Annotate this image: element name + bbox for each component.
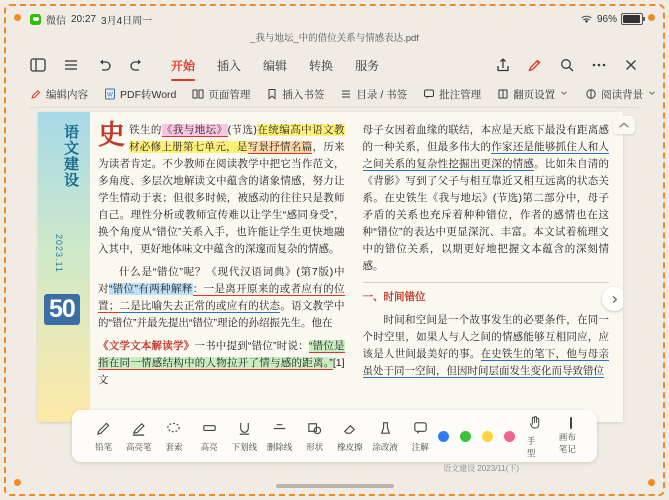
- tool-hand-label: 手型: [526, 435, 536, 458]
- pdf-to-word-label: PDF转Word: [120, 88, 177, 101]
- status-date: 3月4日周一: [101, 15, 153, 27]
- left-para-1: [98, 122, 345, 258]
- tool-highlighter-label: 高亮笔: [126, 441, 152, 452]
- eraser-icon: [341, 420, 358, 438]
- left-p3-tail: [1]文: [98, 357, 345, 386]
- tool-highlighter[interactable]: [121, 420, 156, 453]
- right-p1-hl: 作家还是能够抓住人和人之间关系的复杂性挖掘出更深的情感: [362, 141, 610, 170]
- annotation-manage-label: 批注管理: [439, 88, 482, 101]
- tool-eraser[interactable]: [332, 420, 367, 453]
- color-swatch-yellow[interactable]: [482, 431, 493, 442]
- left-p3-hl: “错位是指在同一情感结构中的人物拉开了情与感的距离。”: [98, 340, 345, 369]
- left-para-2: [98, 264, 345, 332]
- tool-eraser-label: 橡皮擦: [337, 441, 363, 452]
- reading-background-label: 阅读背景: [601, 88, 644, 101]
- status-time: 20:27: [71, 13, 97, 25]
- left-p3-a: 《文学文本解读学》: [98, 340, 195, 352]
- tool-correction-fluid-label: 涂改液: [372, 441, 398, 452]
- left-column: [98, 122, 345, 414]
- tool-canvas-note-label: 画布笔记: [558, 431, 576, 454]
- undo-icon[interactable]: [96, 57, 112, 73]
- page-turn-icon: [497, 88, 509, 100]
- right-column: [363, 122, 610, 414]
- right-p2-a: 时间和空间是一个故事发生的必要条件，在同一个时空里，如果人与人之间的情感能够互相同应，应该是人世间最美好的事。: [362, 314, 609, 360]
- selection-handle-bottom-right[interactable]: [648, 479, 655, 486]
- tool-lasso[interactable]: [156, 420, 191, 453]
- journal-date: 2023.11: [54, 234, 64, 273]
- insert-bookmark-button[interactable]: [266, 87, 324, 102]
- toolbar-divider: [30, 107, 639, 108]
- right-p1-b: 。比如朱自清的《背影》写到了父子与相互靠近又相互远离的状态关系。在史铁生《我与地坛》(节选)第二部分中，母子矛盾的关系也充斥着种种错位，作者的感情也在这种“错位”的表达中更显深沉、丰富。本文试着梳理文中的错位关系，以期更好地把握文本蕴含的深刻情感。: [362, 158, 610, 272]
- color-swatch-pink[interactable]: [504, 431, 515, 442]
- annotation-icon: [423, 88, 435, 100]
- page-manage-icon: [192, 88, 204, 100]
- convert-word-icon: [104, 88, 116, 100]
- lasso-icon: [165, 420, 182, 438]
- pencil-icon: [95, 420, 112, 438]
- right-para-2: [363, 312, 610, 380]
- search-icon[interactable]: [559, 57, 575, 73]
- correction-fluid-icon: [377, 420, 394, 438]
- next-page-button[interactable]: [602, 287, 623, 311]
- wifi-icon: [580, 14, 593, 25]
- right-para-1: [363, 122, 610, 275]
- chevron-down-icon: [559, 88, 571, 100]
- left-p2-hl3: 二是比喻失去正常的或应有的状态: [119, 300, 281, 312]
- underline-icon: [236, 420, 253, 438]
- tool-strikethrough-label: 删除线: [266, 441, 293, 452]
- drop-cap: 史: [98, 120, 125, 150]
- highlighter-icon: [130, 420, 147, 438]
- right-p1-a: 母子女因着血缘的联结，本应是天底下最没有距离感的一种关系，但最多伟大的: [362, 124, 609, 153]
- chevron-down-icon-2: [647, 88, 659, 100]
- outline-icon[interactable]: [63, 57, 79, 73]
- wechat-icon[interactable]: [30, 14, 41, 25]
- pdf-to-word-button[interactable]: [104, 87, 176, 102]
- tool-correction-fluid[interactable]: [368, 420, 403, 453]
- share-icon[interactable]: [495, 57, 511, 73]
- left-p1-hl1: 《我与地坛》: [161, 124, 228, 136]
- hand-icon: [527, 414, 543, 432]
- redo-icon[interactable]: [129, 57, 145, 73]
- selection-handle-top-left[interactable]: [14, 14, 21, 21]
- journal-title: 语文建设: [62, 124, 79, 188]
- more-icon[interactable]: [591, 57, 607, 73]
- home-indicator[interactable]: [276, 484, 394, 488]
- left-p2-tail: 。语文教学中的“错位”并最先提出“错位”理论的孙绍振先生。他在: [98, 300, 345, 329]
- toc-icon: [340, 88, 352, 100]
- tool-highlight-label: 高亮: [200, 441, 218, 452]
- pen-icon[interactable]: [527, 57, 543, 73]
- footnote: 语文建设 2023/11(下): [443, 464, 519, 473]
- tab-service[interactable]: 服务: [355, 58, 380, 73]
- tool-note-label: 注解: [411, 441, 429, 452]
- collapse-toolbar-button[interactable]: [613, 116, 635, 134]
- tool-strikethrough[interactable]: [262, 420, 297, 453]
- pdf-page[interactable]: [38, 112, 623, 422]
- left-p1-c: ，历来为读者肯定。不少教师在阅读教学中把它当作范文，多角度、多层次地解读文中蕴含的诸象情感，努力让学生情动于衷；但很多时候，被感动的往往只是教师自己。理性分析或教师宣传难以让学生“感同身受”，换个角度从“错位”关系入手，也许能让学生更快地融入其中，更好地体味文中蕴含的深邃而复杂的情感。: [98, 141, 345, 255]
- tool-pencil-label: 铅笔: [95, 441, 113, 452]
- sidebar-icon[interactable]: [30, 57, 46, 73]
- ribbon-tabs: [171, 57, 379, 74]
- page-columns: [98, 122, 609, 414]
- svg-text:W: W: [107, 92, 113, 99]
- tab-edit[interactable]: 编辑: [263, 58, 288, 73]
- column-rule: [363, 282, 610, 283]
- tool-lasso-label: 套索: [165, 441, 183, 452]
- left-p2-q: 什么是“错位”呢？《现代汉语词典》(第7版)中对: [98, 266, 345, 295]
- battery-percent: 96%: [596, 13, 617, 25]
- main-toolbar: [30, 50, 639, 80]
- right-heading: 一、时间错位: [362, 291, 426, 303]
- right-p2-hl: 在史铁生的笔下，他与母亲虽处于同一空间，但因时间层面发生变化而导致错位: [362, 348, 609, 377]
- strikethrough-icon: [271, 420, 288, 438]
- left-p1-a: 铁生的: [129, 124, 162, 136]
- shape-icon: [306, 420, 323, 438]
- left-p2-hl1: “错位”有两种解释: [108, 283, 193, 295]
- note-icon: [412, 420, 429, 438]
- tool-pencil[interactable]: [86, 420, 121, 453]
- bookmark-icon: [266, 88, 278, 100]
- toc-bookmark-button[interactable]: [340, 87, 407, 102]
- tool-underline[interactable]: [227, 420, 262, 453]
- tool-shape[interactable]: [297, 420, 332, 453]
- edit-content-label: 编辑内容: [46, 88, 88, 101]
- tool-canvas-note[interactable]: [559, 418, 583, 455]
- tab-convert[interactable]: 转换: [309, 58, 334, 73]
- insert-bookmark-label: 插入书签: [282, 88, 325, 101]
- left-p1-hl3: 写景抒情名篇: [247, 141, 313, 153]
- tab-start[interactable]: 开始: [171, 58, 196, 73]
- tool-highlight[interactable]: [192, 420, 227, 453]
- page-turn-setting-button[interactable]: [497, 87, 571, 102]
- status-bar: [8, 8, 661, 30]
- left-para-3: [98, 338, 345, 389]
- tab-insert[interactable]: 插入: [217, 58, 242, 73]
- left-p2-hl2: ：一是离开原来的或者应有的位置；: [98, 283, 345, 312]
- color-swatches: [438, 431, 527, 442]
- color-swatch-blue[interactable]: [438, 431, 449, 442]
- close-icon[interactable]: [623, 57, 639, 73]
- tool-hand[interactable]: [527, 414, 543, 459]
- color-swatch-green[interactable]: [460, 431, 471, 442]
- status-app-name: 微信: [46, 15, 66, 27]
- left-p1-b: (节选): [227, 124, 257, 136]
- document-title: _我与地坛_中的借位关系与情感表达.pdf: [250, 33, 419, 44]
- secondary-toolbar: [30, 82, 644, 106]
- edit-content-icon: [30, 88, 42, 100]
- selection-handle-bottom-left[interactable]: [14, 479, 21, 486]
- page-manage-label: 页面管理: [208, 88, 251, 101]
- selection-handle-top-right[interactable]: [648, 14, 655, 21]
- left-p3-b: 一书中提到“错位”时说：: [194, 340, 309, 352]
- reading-bg-icon: [585, 88, 597, 100]
- annotation-manage-button[interactable]: [423, 87, 481, 102]
- tool-shape-label: 形状: [306, 441, 324, 452]
- highlight-icon: [201, 420, 218, 438]
- canvas-note-icon: [570, 418, 572, 428]
- tool-underline-label: 下划线: [231, 441, 258, 452]
- tool-note[interactable]: [403, 420, 438, 453]
- left-p1-hl2: 在统编高中语文教材必修上册第七单元，是: [129, 124, 345, 153]
- page-manage-button[interactable]: [192, 87, 250, 102]
- toc-bookmark-label: 目录 / 书签: [356, 88, 408, 101]
- page-turn-setting-label: 翻页设置: [513, 88, 556, 101]
- battery-icon: [621, 13, 643, 25]
- page-number: 50: [44, 294, 80, 325]
- annotation-toolbar: [72, 410, 597, 462]
- edit-content-button[interactable]: [30, 87, 88, 102]
- reading-background-button[interactable]: [585, 87, 659, 102]
